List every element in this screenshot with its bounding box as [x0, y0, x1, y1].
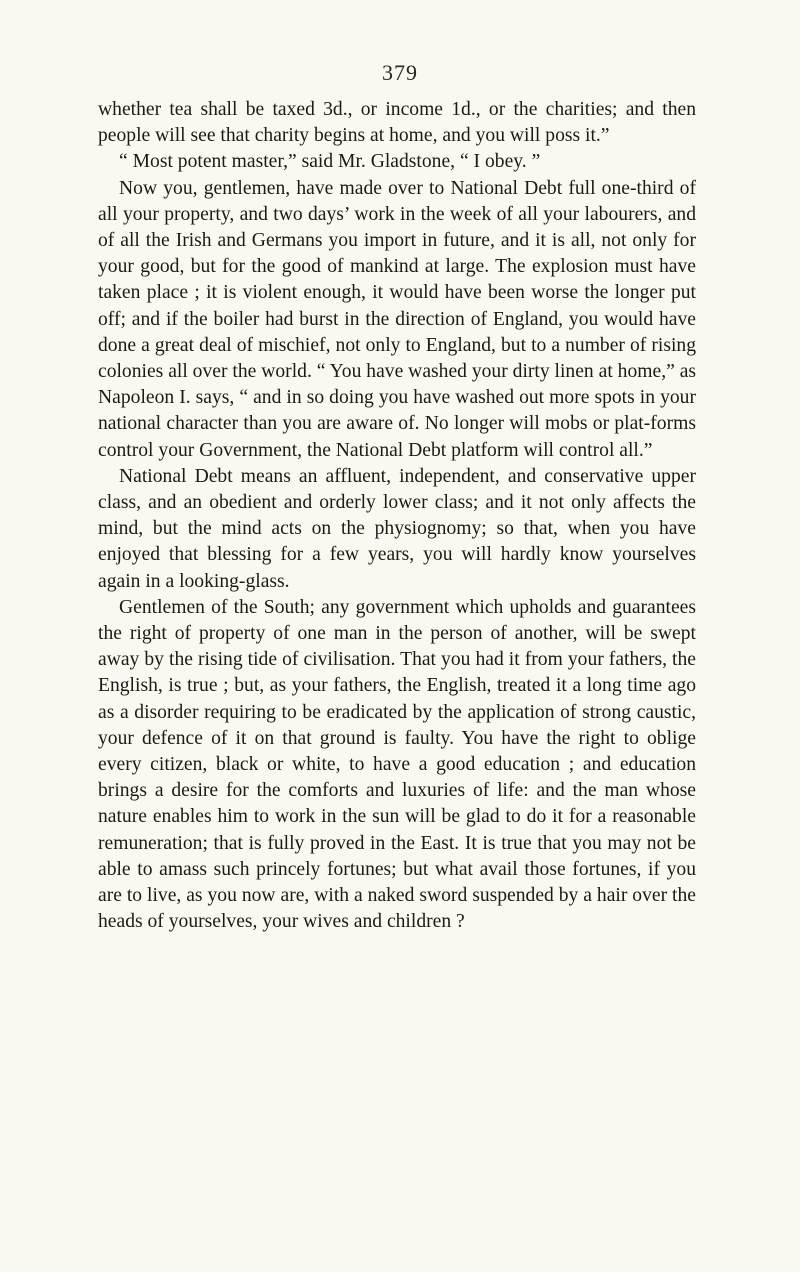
page-number: 379: [382, 60, 418, 85]
paragraph-gentlemen-of-the-south: Gentlemen of the South; any government which upholds and guarantees the right of property of one man in the person of another, will be swept away by the rising tide of civilisation. That you had it from your fathers, the English, is true ; but, as your fathers, the English, treated it a long time ago as a disorder requiring to be eradicated by the application of strong caustic, your defence of it on that ground is faulty. You have the right to oblige every citizen, black or white, to have a good education ; and education brings a desire for the comforts and luxuries of life: and the man whose nature enables him to work in the sun will be glad to do it for a reasonable remuneration; that is fully proved in the East. It is true that you may not be able to amass such princely fortunes; but what avail those fortunes, if you are to live, as you now are, with a naked sword suspended by a hair over the heads of yourselves, your wives and children ?: [98, 596, 696, 933]
paragraph-national-debt-property: Now you, gentlemen, have made over to National Debt full one-third of all your property, and two days’ work in the week of all your labourers, and of all the Irish and Germans you import in future, and it is all, not only for your good, but for the good of mankind at large. The explosion must have taken place ; it is violent enough, it would have been worse the longer put off; and if the boiler had burst in the direction of England, you would have done a great deal of mischief, not only to England, but to a number of rising colonies all over the world. “ You have washed your dirty linen at home,” as Napoleon I. says, “ and in so doing you have washed out more spots in your national character than you are aware of. No longer will mobs or plat-forms control your Government, the National Debt platform will control all.”: [98, 177, 697, 461]
paragraph-continuation: whether tea shall be taxed 3d., or income 1d., or the charities; and then people will see that charity begins at home, and you will poss it.”: [98, 99, 696, 147]
paragraph-national-debt-meaning: National Debt means an affluent, independent, and conservative upper class, and an obedient and orderly lower class; and it not only affects the mind, but the mind acts on the physiognomy; so that, when you have enjoyed that blessing for a few years, you will hardly know yourselves again in a looking-glass.: [98, 465, 696, 592]
body-text: [98, 97, 696, 936]
paragraph-gladstone-reply: “ Most potent master,” said Mr. Gladstone, “ I obey. ”: [119, 151, 541, 173]
